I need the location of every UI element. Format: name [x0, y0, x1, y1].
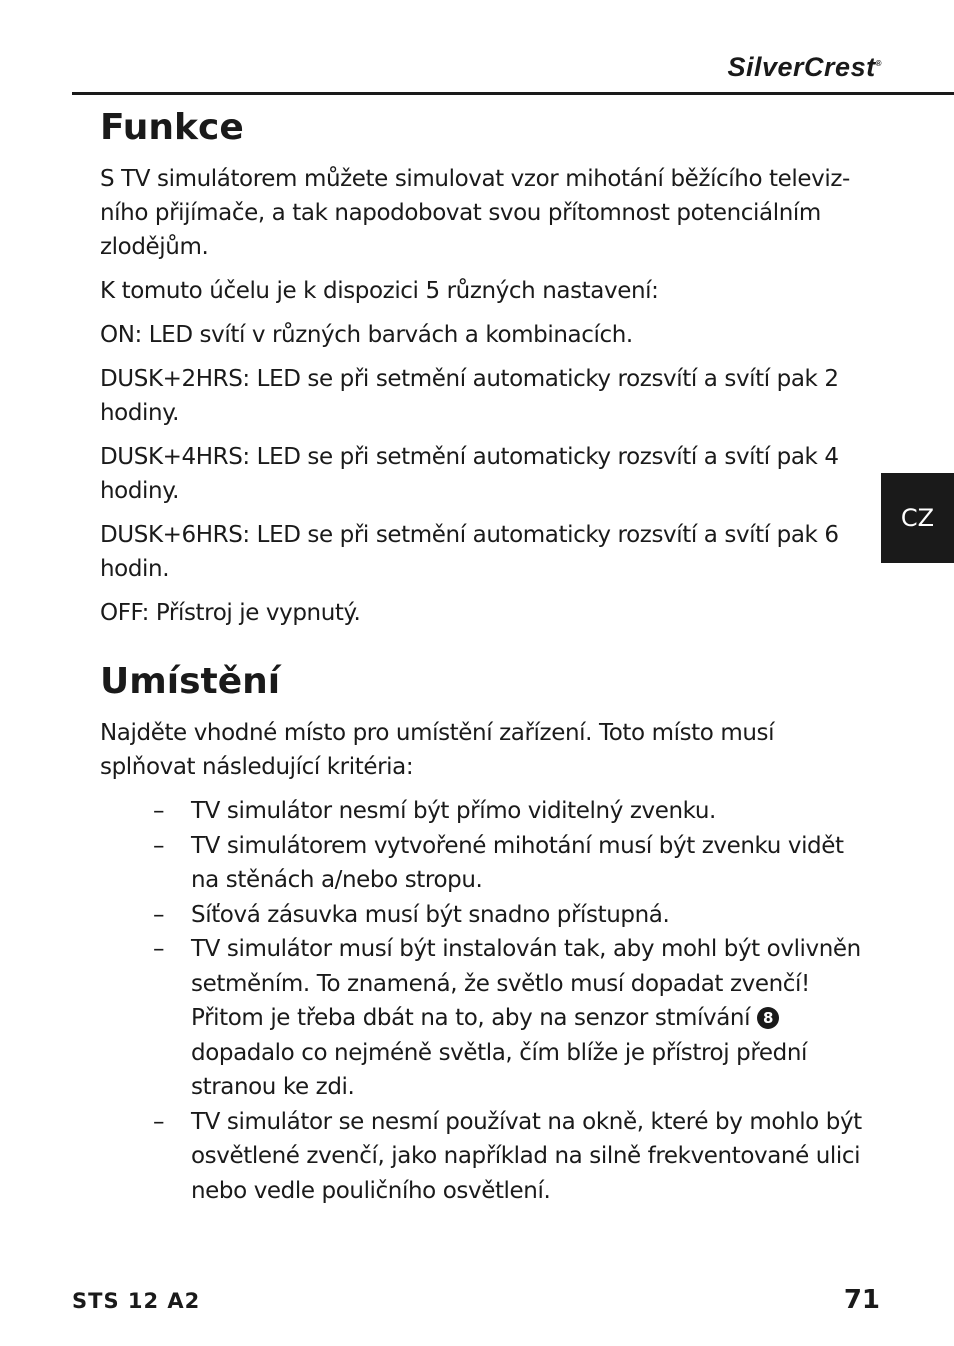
paragraph-mode-on: ON: LED svítí v různých barvách a kombinacích.: [100, 322, 633, 348]
list-item: [100, 932, 870, 1105]
list-item: [100, 898, 870, 933]
paragraph-mode-dusk4: DUSK+4HRS: LED se při setmění automaticky rozsvítí a svítí pak 4 hodiny.: [100, 444, 839, 504]
bullet-dash: –: [153, 832, 165, 859]
paragraph-intro: S TV simulátorem můžete simulovat vzor mihotání běžícího televiz-ního přijímače, a tak napodobovat svou přítomnost potenciálním zlodějům.: [100, 166, 850, 260]
bullet-dash: –: [153, 1108, 165, 1135]
header-divider: [72, 92, 954, 95]
list-item-text: TV simulátorem vytvořené mihotání musí být zvenku vidět na stěnách a/nebo stropu.: [191, 832, 844, 893]
page-content: [100, 104, 870, 1208]
list-item-text: TV simulátor se nesmí používat na okně, které by mohlo být osvětlené zvenčí, jako například na silně frekventované ulici nebo vedle pouličního osvětlení.: [191, 1108, 862, 1204]
paragraph-mode-off: OFF: Přístroj je vypnutý.: [100, 600, 361, 626]
list-item: [100, 1105, 870, 1209]
reference-number-badge: 8: [757, 1007, 779, 1029]
list-item-text-after-ref: dopadalo co nejméně světla, čím blíže je přístroj přední stranou ke zdi.: [191, 1039, 807, 1100]
section-title-funkce: Funkce: [100, 107, 244, 148]
brand-name: SilverCrest: [727, 52, 876, 82]
list-item-text: Síťová zásuvka musí být snadno přístupná.: [191, 901, 670, 928]
brand-registered-mark: ®: [875, 59, 882, 68]
paragraph-settings-count: K tomuto účelu je k dispozici 5 různých nastavení:: [100, 278, 659, 304]
paragraph-mode-dusk6: DUSK+6HRS: LED se při setmění automaticky rozsvítí a svítí pak 6 hodin.: [100, 522, 839, 582]
bullet-dash: –: [153, 936, 165, 962]
language-tab: [881, 473, 954, 563]
footer-model-number: STS 12 A2: [72, 1289, 201, 1313]
language-tab-label: CZ: [900, 504, 935, 532]
list-item-text: TV simulátor nesmí být přímo viditelný zvenku.: [191, 798, 716, 824]
bullet-dash: –: [153, 901, 165, 928]
list-item: [100, 794, 870, 829]
list-item: [100, 829, 870, 898]
paragraph-placement-intro: Najděte vhodné místo pro umístění zařízení. Toto místo musí splňovat následující kritéria:: [100, 720, 775, 780]
criteria-list: [100, 794, 870, 1208]
section-title-umisteni: Umístění: [100, 661, 281, 702]
paragraph-mode-dusk2: DUSK+2HRS: LED se při setmění automaticky rozsvítí a svítí pak 2 hodiny.: [100, 366, 839, 426]
list-item-text-before-ref: TV simulátor musí být instalován tak, aby mohl být ovlivněn setměním. To znamená, že světlo musí dopadat zvenčí! Přitom je třeba dbát na to, aby na senzor stmívání: [191, 936, 861, 1031]
footer-page-number: 71: [843, 1285, 880, 1315]
brand-logo: [728, 52, 883, 83]
bullet-dash: –: [153, 798, 165, 824]
